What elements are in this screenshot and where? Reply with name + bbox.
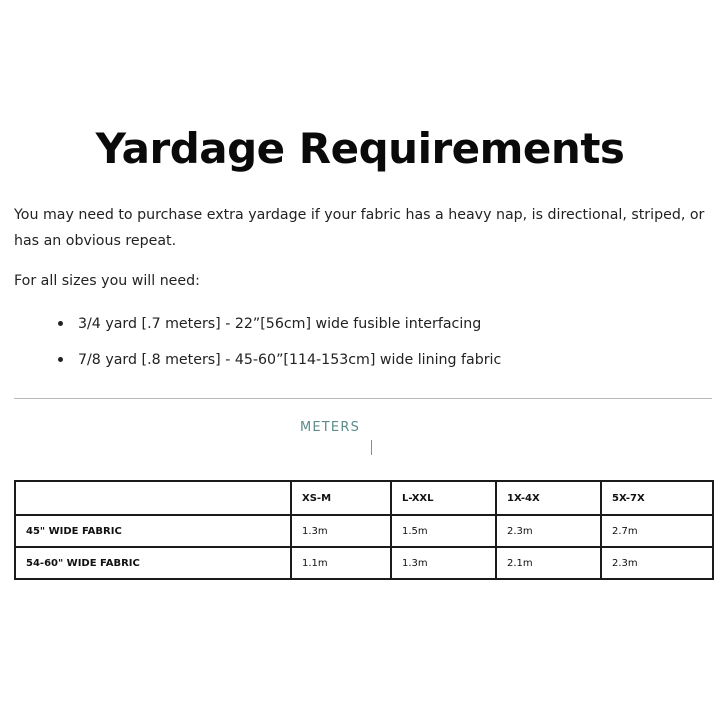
- table-cell: 2.7m: [601, 515, 713, 547]
- list-item-text: 7/8 yard [.8 meters] - 45-60”[114-153cm] wide lining fabric: [78, 352, 502, 368]
- table-header-cell: 1X-4X: [496, 481, 601, 515]
- bullet-dot-icon: [58, 357, 63, 362]
- table-row: [15, 547, 713, 579]
- table-row-label: 54-60" WIDE FABRIC: [15, 547, 291, 579]
- table-cell: 2.1m: [496, 547, 601, 579]
- table-header-cell: 5X-7X: [601, 481, 713, 515]
- intro-paragraph: You may need to purchase extra yardage if your fabric has a heavy nap, is directional, striped, or has an obvious repeat.: [14, 207, 705, 249]
- table-cell: 1.3m: [291, 515, 391, 547]
- tab-meters[interactable]: METERS: [299, 420, 361, 435]
- table-header-row: [15, 481, 713, 515]
- all-sizes-lead: For all sizes you will need:: [14, 273, 200, 289]
- table-cell: 2.3m: [601, 547, 713, 579]
- table-cell: 1.1m: [291, 547, 391, 579]
- bullet-dot-icon: [58, 321, 63, 326]
- text-cursor: [371, 440, 372, 455]
- table-header-cell: [15, 481, 291, 515]
- divider: [14, 398, 712, 399]
- table-cell: 1.5m: [391, 515, 496, 547]
- yardage-table: [14, 480, 714, 580]
- table-row: [15, 515, 713, 547]
- page-title: Yardage Requirements: [95, 124, 625, 173]
- requirements-list: [14, 310, 708, 382]
- list-item-text: 3/4 yard [.7 meters] - 22”[56cm] wide fusible interfacing: [78, 316, 482, 332]
- table-header-cell: L-XXL: [391, 481, 496, 515]
- table-row-label: 45" WIDE FABRIC: [15, 515, 291, 547]
- list-item: [14, 346, 708, 382]
- table-cell: 1.3m: [391, 547, 496, 579]
- table-cell: 2.3m: [496, 515, 601, 547]
- list-item: [14, 310, 708, 346]
- table-header-cell: XS-M: [291, 481, 391, 515]
